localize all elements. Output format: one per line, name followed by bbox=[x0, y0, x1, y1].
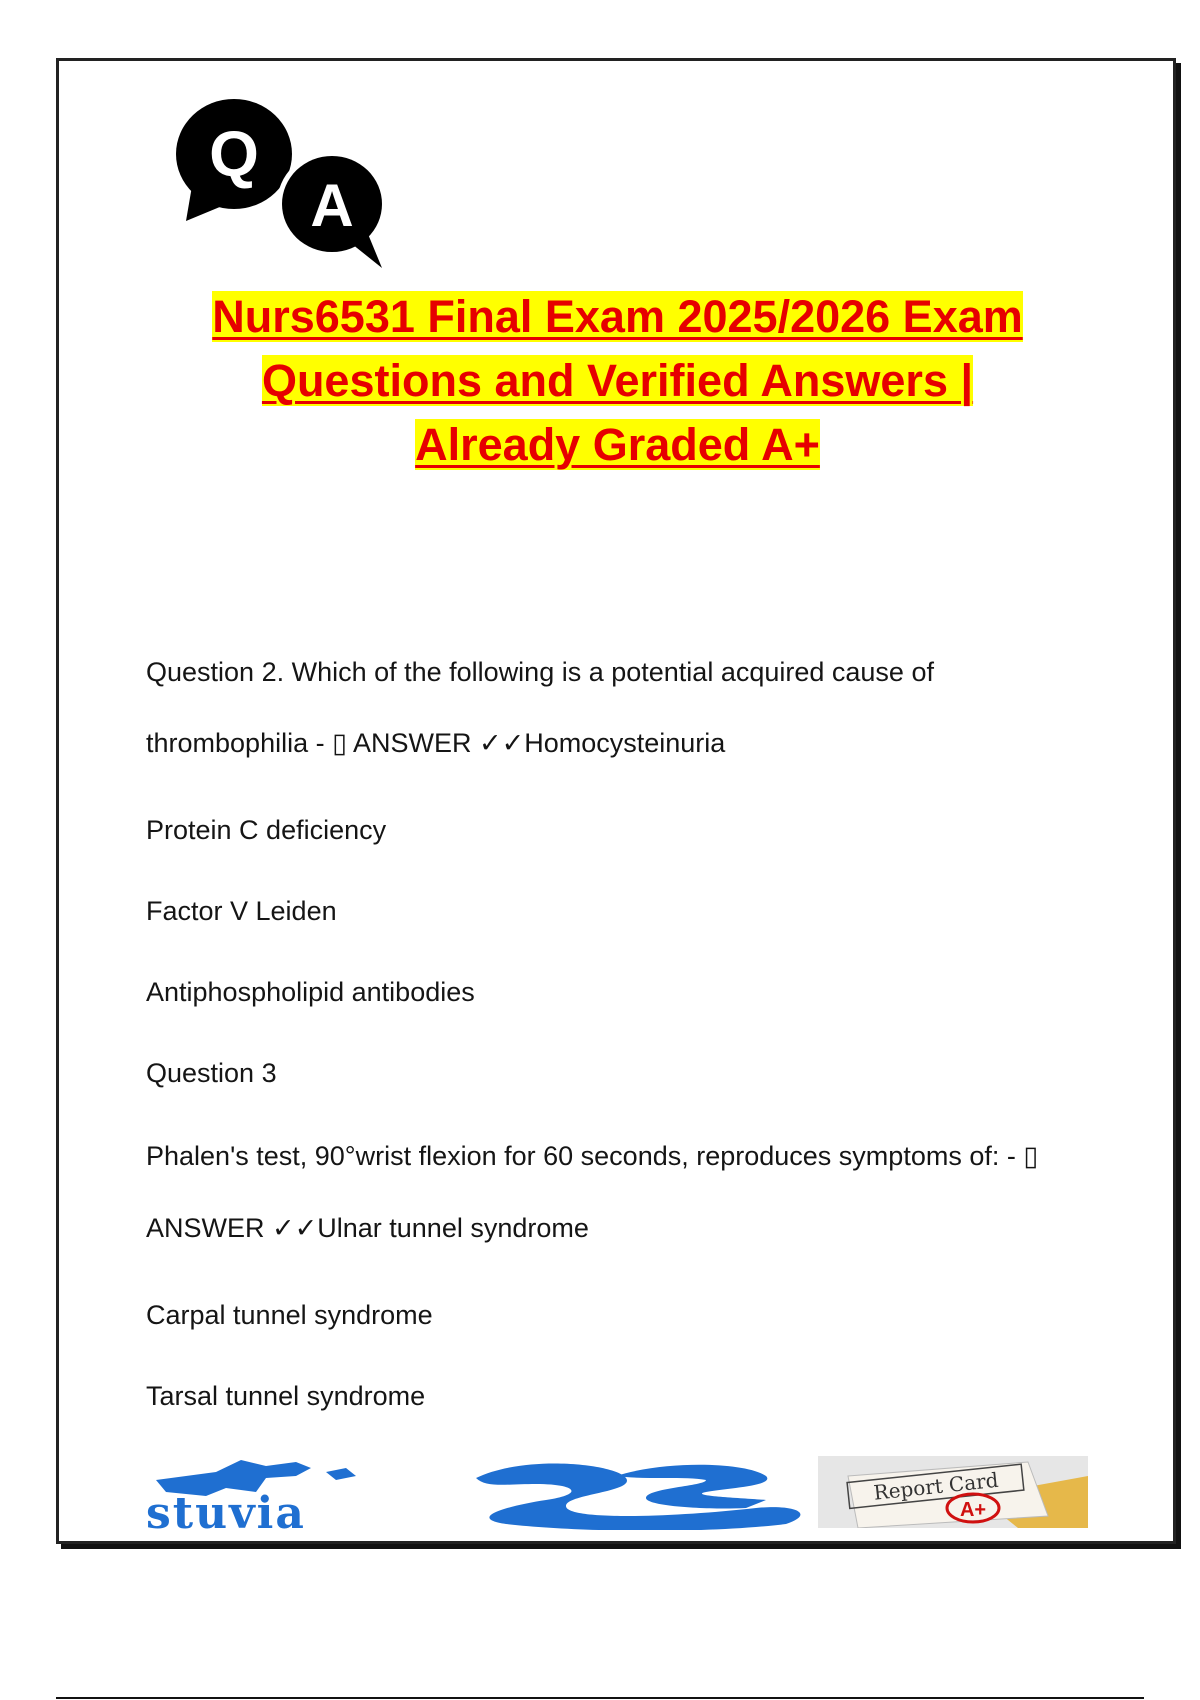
option-factor-v: Factor V Leiden bbox=[146, 896, 337, 926]
question-2-answer: thrombophilia - ▯ ANSWER ✓✓Homocysteinuria bbox=[146, 728, 726, 758]
document-title bbox=[120, 285, 1115, 477]
grade-text: A+ bbox=[959, 1499, 987, 1521]
question-3-answer: ANSWER ✓✓Ulnar tunnel syndrome bbox=[146, 1213, 589, 1243]
stuvia-logo bbox=[146, 1458, 812, 1530]
option-protein-c: Protein C deficiency bbox=[146, 815, 387, 845]
q-bubble bbox=[176, 99, 292, 221]
title-line-1: Nurs6531 Final Exam 2025/2026 Exam bbox=[212, 291, 1023, 342]
title-line-3: Already Graded A+ bbox=[415, 419, 820, 470]
stuvia-brand-text: stuvia bbox=[146, 1488, 306, 1530]
option-antiphospholipid: Antiphospholipid antibodies bbox=[146, 977, 475, 1007]
report-card-label: Report Card bbox=[872, 1467, 1000, 1505]
question-3-text: Phalen's test, 90°wrist flexion for 60 seconds, reproduces symptoms of: - ▯ bbox=[146, 1141, 1039, 1171]
q-letter: Q bbox=[209, 118, 259, 190]
a-letter: A bbox=[310, 172, 354, 239]
a-bubble bbox=[277, 151, 387, 268]
bottom-divider bbox=[56, 1697, 1144, 1699]
title-line-2: Questions and Verified Answers | bbox=[261, 355, 974, 406]
option-carpal-tunnel: Carpal tunnel syndrome bbox=[146, 1300, 433, 1330]
qa-speech-bubbles-icon bbox=[172, 96, 402, 271]
report-card-image bbox=[818, 1456, 1088, 1528]
option-tarsal-tunnel: Tarsal tunnel syndrome bbox=[146, 1381, 426, 1411]
question-2-text: Question 2. Which of the following is a potential acquired cause of bbox=[146, 657, 934, 687]
question-3-heading: Question 3 bbox=[146, 1058, 277, 1088]
